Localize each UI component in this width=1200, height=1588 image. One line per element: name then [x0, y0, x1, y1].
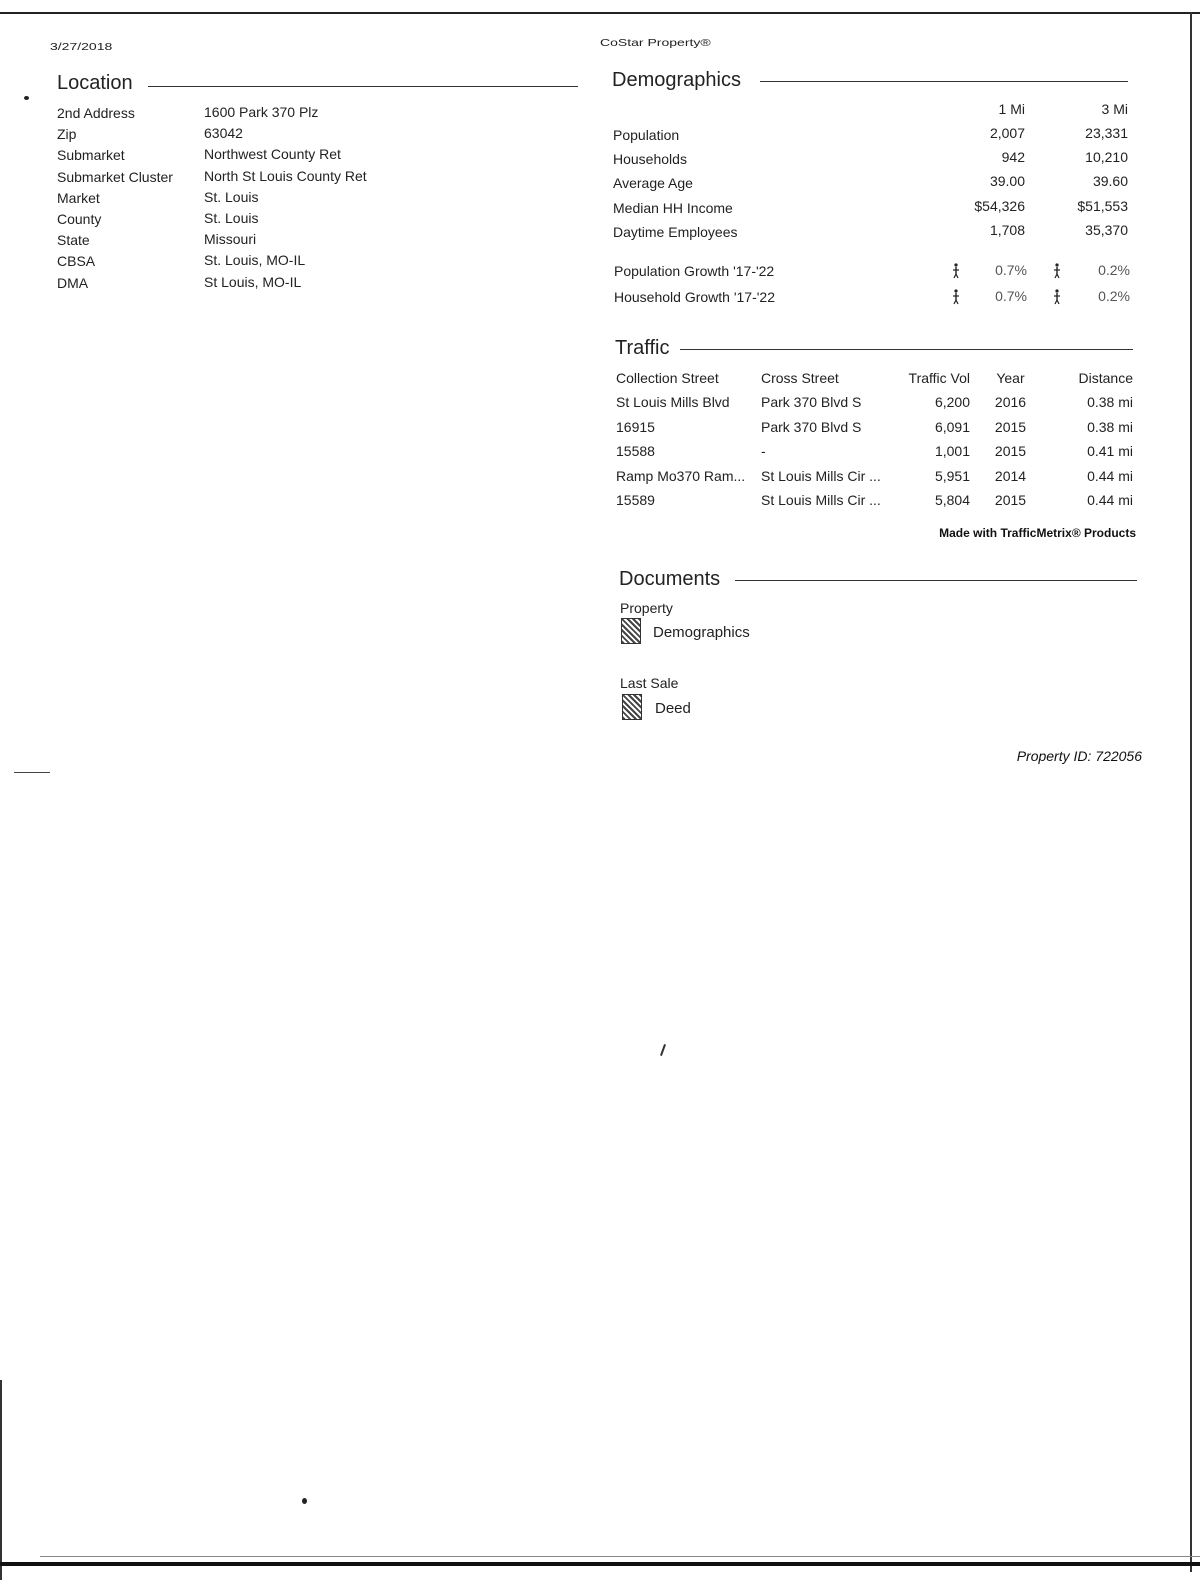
growth-value-1mi: 0.7%: [995, 288, 1027, 304]
location-value: Missouri: [204, 231, 257, 248]
scan-border-bottom: [0, 1562, 1200, 1566]
traffic-cross-street: St Louis Mills Cir ...: [761, 492, 881, 508]
demographics-rule: [760, 81, 1128, 82]
traffic-cross-street: Park 370 Blvd S: [761, 394, 862, 410]
traffic-distance: 0.44 mi: [1087, 492, 1133, 508]
demographics-title: Demographics: [612, 69, 741, 91]
location-label: County: [57, 211, 102, 227]
growth-value-3mi: 0.2%: [1098, 262, 1130, 278]
demographics-label: Households: [613, 151, 687, 168]
demographics-value-3mi: 39.60: [1092, 173, 1128, 190]
traffic-year: 2015: [994, 443, 1027, 459]
traffic-header-cross-street: Cross Street: [761, 370, 839, 386]
demographics-value-1mi: $54,326: [974, 197, 1025, 214]
location-label: CBSA: [57, 253, 96, 270]
person-arrow-icon: [1053, 263, 1061, 279]
documents-last-sale-heading: Last Sale: [620, 675, 679, 691]
traffic-collection-street: Ramp Mo370 Ram...: [616, 467, 746, 484]
location-value: St. Louis, MO-IL: [204, 252, 306, 269]
location-value: 1600 Park 370 Plz: [204, 104, 319, 120]
location-label: Market: [57, 189, 100, 206]
person-arrow-icon: [952, 289, 960, 305]
demographics-label: Average Age: [613, 175, 693, 192]
growth-label: Household Growth '17-'22: [614, 289, 775, 305]
document-link-demographics[interactable]: Demographics: [653, 624, 750, 641]
location-label: State: [57, 232, 90, 249]
traffic-header-traffic-vol: Traffic Vol: [908, 370, 970, 386]
location-label: Zip: [57, 126, 77, 143]
traffic-header-distance: Distance: [1078, 370, 1133, 386]
location-value: North St Louis County Ret: [204, 167, 367, 184]
demographics-label: Population: [613, 127, 680, 143]
traffic-rule: [680, 349, 1133, 350]
traffic-header-year: Year: [996, 370, 1025, 386]
location-value: 63042: [204, 125, 243, 142]
demographics-col-1mi: 1 Mi: [998, 101, 1025, 117]
demographics-col-3mi: 3 Mi: [1101, 101, 1128, 117]
property-id: Property ID: 722056: [1016, 748, 1142, 764]
location-label: DMA: [57, 274, 89, 291]
scan-speck: [24, 96, 29, 100]
traffic-year: 2015: [994, 492, 1027, 508]
traffic-credit: Made with TrafficMetrix® Products: [939, 526, 1136, 540]
demographics-value-3mi: 35,370: [1085, 221, 1128, 238]
demographics-value-1mi: 1,708: [989, 221, 1025, 238]
location-rule: [148, 86, 578, 87]
person-arrow-icon: [952, 263, 960, 279]
traffic-collection-street: St Louis Mills Blvd: [616, 394, 730, 410]
traffic-distance: 0.41 mi: [1087, 443, 1133, 459]
traffic-volume: 6,200: [934, 394, 970, 410]
demographics-value-1mi: 39.00: [989, 173, 1025, 190]
demographics-label: Daytime Employees: [613, 223, 738, 240]
location-label: 2nd Address: [57, 105, 135, 121]
scan-mark: [660, 1044, 666, 1056]
scan-border-top: [0, 12, 1200, 14]
print-date: 3/27/2018: [50, 40, 113, 52]
demographics-value-3mi: $51,553: [1077, 197, 1128, 214]
growth-value-1mi: 0.7%: [995, 262, 1027, 278]
document-icon: [621, 618, 641, 644]
traffic-cross-street: Park 370 Blvd S: [761, 418, 862, 435]
traffic-cross-street: St Louis Mills Cir ...: [761, 467, 881, 484]
document-link-deed[interactable]: Deed: [655, 700, 691, 717]
traffic-distance: 0.44 mi: [1087, 467, 1133, 484]
growth-label: Population Growth '17-'22: [614, 263, 775, 279]
document-icon: [622, 694, 642, 720]
traffic-cross-street: -: [761, 443, 766, 459]
traffic-year: 2015: [994, 418, 1027, 435]
demographics-value-3mi: 23,331: [1085, 125, 1128, 141]
location-value: St. Louis: [204, 210, 259, 226]
traffic-header-collection-street: Collection Street: [616, 370, 719, 386]
location-title: Location: [57, 72, 133, 94]
traffic-volume: 5,804: [934, 492, 970, 508]
traffic-distance: 0.38 mi: [1087, 394, 1133, 410]
documents-title: Documents: [619, 568, 721, 590]
traffic-year: 2016: [994, 394, 1027, 410]
documents-rule: [735, 580, 1137, 581]
traffic-collection-street: 16915: [616, 418, 655, 435]
traffic-title: Traffic: [615, 337, 670, 359]
growth-value-3mi: 0.2%: [1098, 288, 1130, 304]
location-value: Northwest County Ret: [204, 146, 341, 163]
scan-border-left: [0, 1380, 2, 1580]
demographics-value-3mi: 10,210: [1085, 149, 1128, 166]
person-arrow-icon: [1053, 289, 1061, 305]
traffic-volume: 1,001: [934, 443, 970, 459]
traffic-collection-street: 15588: [616, 443, 655, 459]
traffic-year: 2014: [994, 467, 1027, 484]
documents-property-heading: Property: [620, 600, 673, 616]
demographics-label: Median HH Income: [613, 199, 733, 216]
location-label: Submarket Cluster: [57, 168, 173, 185]
scan-border-right: [1190, 12, 1192, 1572]
demographics-value-1mi: 942: [1001, 149, 1025, 166]
traffic-collection-street: 15589: [616, 492, 655, 508]
traffic-volume: 5,951: [934, 467, 970, 484]
location-value: St. Louis: [204, 188, 259, 205]
location-label: Submarket: [57, 147, 125, 164]
traffic-distance: 0.38 mi: [1087, 418, 1133, 435]
source-name: CoStar Property®: [600, 36, 711, 48]
demographics-value-1mi: 2,007: [989, 125, 1025, 141]
scan-border-bottom-thin: [40, 1556, 1200, 1557]
scan-dash: [14, 772, 50, 773]
traffic-volume: 6,091: [934, 418, 970, 435]
location-value: St Louis, MO-IL: [204, 273, 302, 290]
scan-speck: [302, 1498, 307, 1504]
